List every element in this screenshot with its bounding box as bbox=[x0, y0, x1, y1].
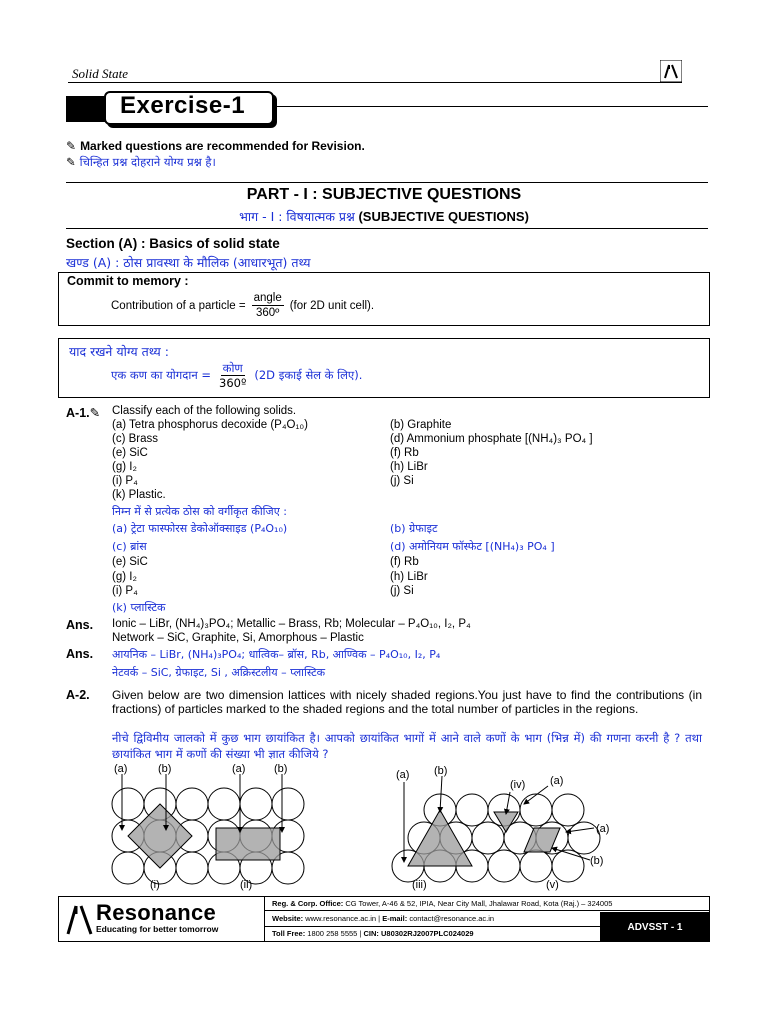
tollfree-row: Toll Free: 1800 258 5555 | CIN: U80302RJ2007PLC024029 bbox=[272, 929, 474, 938]
figure-label: (iv) bbox=[510, 779, 526, 791]
part-subtitle-english: (SUBJECTIVE QUESTIONS) bbox=[358, 209, 529, 224]
option-hindi: (j) Si bbox=[390, 585, 414, 597]
question-a1-text-hindi: निम्न में से प्रत्येक ठोस को वर्गीकृत कीजिए : bbox=[112, 505, 287, 518]
hexagonal-lattice bbox=[392, 794, 600, 882]
answer-text-hindi: नेटवर्क – SiC, ग्रेफाइट, Si , अक्रिस्टलीय – प्लास्टिक bbox=[112, 666, 326, 679]
answer-label-hindi: Ans. bbox=[66, 647, 94, 661]
question-number: A-1. bbox=[66, 406, 90, 420]
resonance-logo-icon bbox=[64, 902, 94, 936]
memory-box-hindi bbox=[58, 338, 710, 398]
email-link[interactable]: contact@resonance.ac.in bbox=[409, 914, 495, 923]
part-rule-bottom bbox=[66, 228, 708, 229]
revision-note-text: Marked questions are recommended for Revision. bbox=[80, 139, 365, 153]
option: (d) Ammonium phosphate [(NH₄)₃ PO₄ ] bbox=[390, 433, 593, 445]
question-a2-text-hindi: नीचे द्विविमीय जालको में कुछ भाग छायांकित है। आपको छायांकित भागों में आने वाले कणों के भाग (भिन्न में) की गणना करनी है ? तथा छायांकित भाग में कणों की संख्या भी ज्ञात कीजिये ? bbox=[112, 731, 702, 761]
memory-label-hindi: याद रखने योग्य तथ्य : bbox=[69, 344, 169, 359]
memory-formula bbox=[111, 291, 374, 320]
figure-label: (a) bbox=[550, 775, 564, 787]
fraction-denominator-hindi: 360º bbox=[219, 376, 247, 390]
figure-label: (a) bbox=[596, 823, 610, 835]
fraction-denominator: 360º bbox=[255, 307, 280, 319]
figure-label: (b) bbox=[434, 765, 448, 777]
figure-caption: (v) bbox=[546, 879, 559, 891]
revision-note bbox=[66, 139, 365, 153]
office-label: Reg. & Corp. Office: bbox=[272, 899, 344, 908]
answer-text-hindi: आयनिक – LiBr, (NH₄)₃PO₄; धात्विक– ब्रॉस, Rb, आण्विक – P₄O₁₀, I₂, P₄ bbox=[112, 648, 441, 661]
part-rule-top bbox=[66, 182, 708, 183]
option: (g) I₂ bbox=[112, 461, 137, 473]
option: (i) P₄ bbox=[112, 475, 138, 487]
answer-label: Ans. bbox=[66, 618, 94, 632]
cin-label: CIN: bbox=[363, 929, 379, 938]
memory-label: Commit to memory : bbox=[67, 274, 189, 288]
figure-label: (b) bbox=[158, 763, 172, 775]
exercise-rule bbox=[274, 106, 708, 107]
option: (c) Brass bbox=[112, 433, 158, 445]
part-subtitle bbox=[0, 208, 768, 225]
memory-box bbox=[58, 272, 710, 326]
option: (j) Si bbox=[390, 475, 414, 487]
figure-label: (a) bbox=[114, 763, 128, 775]
formula-prefix: Contribution of a particle = bbox=[111, 299, 246, 312]
email-label: E-mail: bbox=[382, 914, 408, 923]
answer-text: Ionic – LiBr, (NH₄)₃PO₄; Metallic – Brass, Rb; Molecular – P₄O₁₀, I₂, P₄ bbox=[112, 618, 471, 630]
question-a1-label bbox=[66, 405, 100, 420]
figure-label: (b) bbox=[274, 763, 288, 775]
formula-fraction-hindi bbox=[217, 361, 248, 390]
fraction-numerator: angle bbox=[253, 292, 282, 304]
section-title: Section (A) : Basics of solid state bbox=[66, 236, 280, 251]
part-subtitle-hindi: भाग - I : विषयात्मक प्रश्न bbox=[239, 209, 355, 224]
formula-fraction bbox=[252, 291, 284, 320]
pen-icon: ✎ bbox=[66, 139, 77, 153]
formula-suffix-hindi: (2D इकाई सेल के लिए). bbox=[254, 368, 363, 382]
brand-tagline: Educating for better tomorrow bbox=[96, 924, 219, 934]
memory-formula-hindi bbox=[111, 361, 362, 390]
option-hindi: (b) ग्रेफाइट bbox=[390, 522, 438, 535]
option: (k) Plastic. bbox=[112, 489, 166, 501]
answer-text: Network – SiC, Graphite, Si, Amorphous – Plastic bbox=[112, 632, 364, 644]
figure-label: (a) bbox=[396, 769, 410, 781]
revision-note-hindi bbox=[66, 155, 216, 170]
option: (b) Graphite bbox=[390, 419, 452, 431]
office-address bbox=[264, 899, 612, 908]
option-hindi: (a) ट्रेटा फास्फोरस डेकोऑक्साइड (P₄O₁₀) bbox=[112, 522, 288, 535]
formula-prefix-hindi: एक कण का योगदान = bbox=[111, 368, 211, 382]
option-hindi: (d) अमोनियम फॉस्फेट [(NH₄)₃ PO₄ ] bbox=[390, 540, 555, 553]
resonance-logo-icon bbox=[660, 60, 682, 82]
figure-caption: (i) bbox=[150, 879, 160, 891]
figure-caption: (ii) bbox=[240, 879, 253, 891]
option-hindi: (k) प्लास्टिक bbox=[112, 601, 166, 614]
header-rule bbox=[68, 82, 682, 83]
question-a2-label: A-2. bbox=[66, 688, 90, 702]
pen-icon: ✎ bbox=[66, 155, 76, 169]
option: (e) SiC bbox=[112, 447, 148, 459]
figure-caption: (iii) bbox=[412, 879, 427, 891]
exercise-title: Exercise-1 bbox=[120, 92, 246, 119]
option-hindi: (c) ब्रांस bbox=[112, 540, 147, 553]
page-code: ADVSST - 1 bbox=[600, 912, 710, 942]
option-hindi: (g) I₂ bbox=[112, 571, 137, 583]
option: (a) Tetra phosphorus decoxide (P₄O₁₀) bbox=[112, 419, 308, 431]
option-hindi: (i) P₄ bbox=[112, 585, 138, 597]
revision-note-hindi-text: चिन्हित प्रश्न दोहराने योग्य प्रश्न है। bbox=[79, 155, 216, 169]
option: (f) Rb bbox=[390, 447, 419, 459]
lattice-figure bbox=[96, 762, 636, 894]
office-text: CG Tower, A-46 & 52, IPIA, Near City Mall, Jhalawar Road, Kota (Raj.) – 324005 bbox=[345, 899, 613, 908]
section-title-hindi: खण्ड (A) : ठोस प्रावस्था के मौलिक (आधारभूत) तथ्य bbox=[66, 255, 311, 270]
tollfree-label: Toll Free: bbox=[272, 929, 306, 938]
contact-row: Website: www.resonance.ac.in | E-mail: contact@resonance.ac.in bbox=[272, 914, 495, 923]
formula-suffix: (for 2D unit cell). bbox=[289, 299, 375, 312]
chapter-title: Solid State bbox=[72, 66, 128, 81]
question-a1-text: Classify each of the following solids. bbox=[112, 405, 297, 417]
tollfree-number: 1800 258 5555 bbox=[307, 929, 358, 938]
brand-name: Resonance bbox=[96, 900, 217, 925]
cin-number: U80302RJ2007PLC024029 bbox=[381, 929, 474, 938]
website-link[interactable]: www.resonance.ac.in bbox=[305, 914, 377, 923]
fraction-numerator-hindi: कोण bbox=[222, 361, 243, 375]
figure-label: (b) bbox=[590, 855, 604, 867]
option: (h) LiBr bbox=[390, 461, 428, 473]
figure-label: (a) bbox=[232, 763, 246, 775]
option-hindi: (f) Rb bbox=[390, 556, 419, 568]
option-hindi: (h) LiBr bbox=[390, 571, 428, 583]
website-label: Website: bbox=[272, 914, 304, 923]
question-a2-text: Given below are two dimension lattices with nicely shaded regions.You just have to find the contributions (in fractions) of particles marked to the shaded regions and the total number of particles in the regions. bbox=[112, 688, 702, 716]
shaded-rectangle bbox=[216, 828, 280, 860]
part-title: PART - I : SUBJECTIVE QUESTIONS bbox=[246, 186, 522, 203]
pen-icon: ✎ bbox=[89, 406, 101, 420]
option-hindi: (e) SiC bbox=[112, 556, 148, 568]
